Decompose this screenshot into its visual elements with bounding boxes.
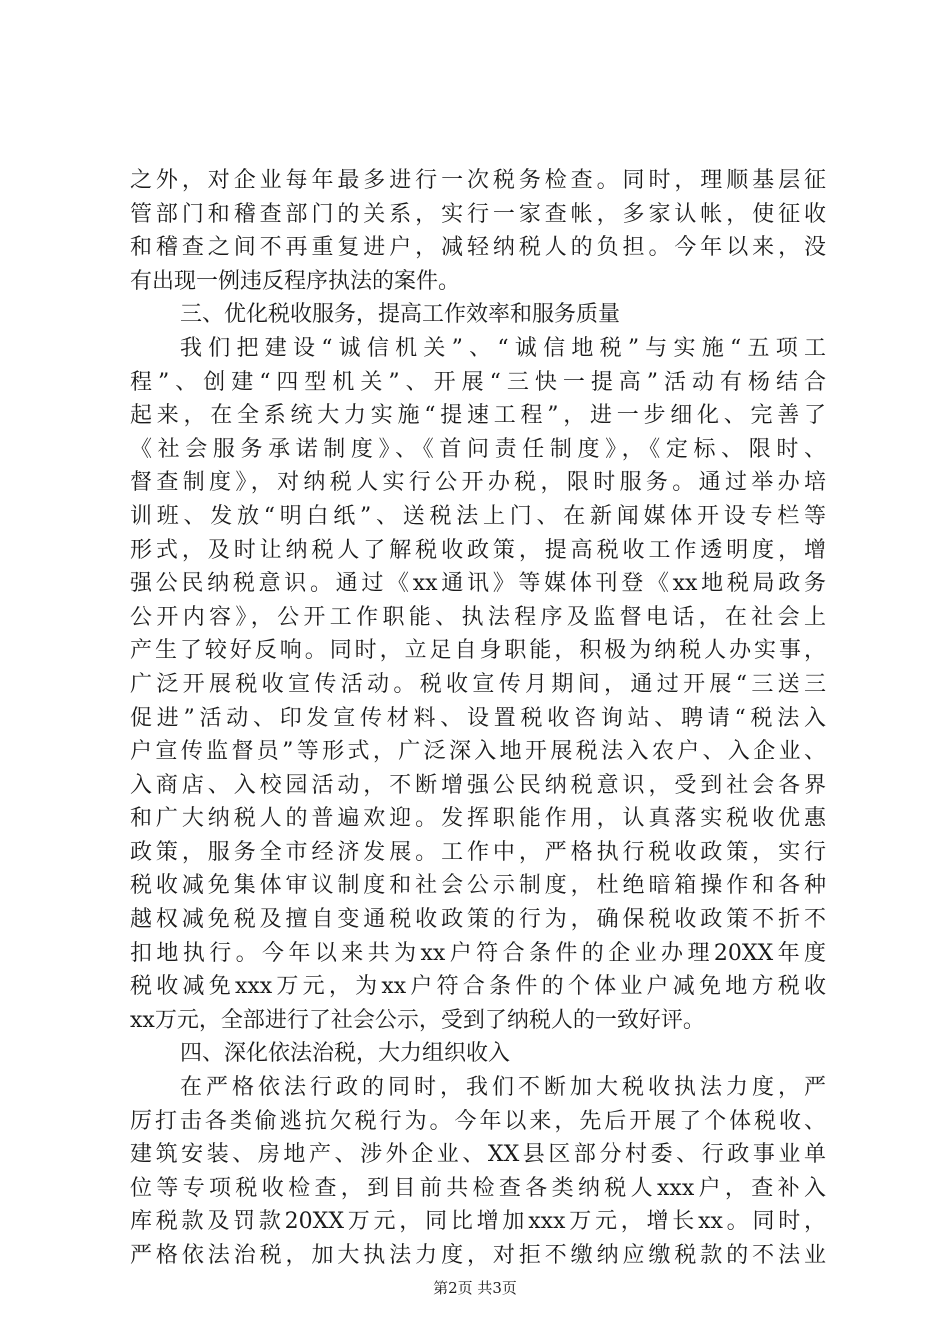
text-line: 位等专项税收检查，到目前共检查各类纳税人xxx户，查补入 bbox=[130, 1175, 826, 1201]
text-line: 强公民纳税意识。通过《xx通讯》等媒体刊登《xx地税局政务 bbox=[130, 571, 826, 597]
text-line: 有出现一例违反程序执法的案件。 bbox=[130, 268, 461, 294]
document-body bbox=[130, 164, 826, 1273]
text-line: 建筑安装、房地产、涉外企业、XX县区部分村委、行政事业单 bbox=[130, 1142, 826, 1168]
text-line: 督查制度》，对纳税人实行公开办税，限时服务。通过举办培 bbox=[130, 470, 826, 496]
text-line: 税收减免集体审议制度和社会公示制度，杜绝暗箱操作和各种 bbox=[130, 873, 826, 899]
text-line: 和广大纳税人的普遍欢迎。发挥职能作用，认真落实税收优惠 bbox=[130, 806, 826, 832]
text-line: 管部门和稽查部门的关系，实行一家查帐，多家认帐，使征收 bbox=[130, 201, 826, 227]
text-line: 在严格依法行政的同时，我们不断加大税收执法力度，严 bbox=[180, 1075, 826, 1101]
text-line: 程”、创建“四型机关”、开展“三快一提高”活动有杨结合 bbox=[130, 369, 826, 395]
text-line: 库税款及罚款20XX万元，同比增加xxx万元，增长xx。同时， bbox=[130, 1209, 826, 1235]
text-line: 厉打击各类偷逃抗欠税行为。今年以来，先后开展了个体税收、 bbox=[130, 1108, 826, 1134]
text-line: 扣地执行。今年以来共为xx户符合条件的企业办理20XX年度 bbox=[130, 940, 826, 966]
text-line: 产生了较好反响。同时，立足自身职能，积极为纳税人办实事， bbox=[130, 638, 826, 664]
text-line: 户宣传监督员”等形式，广泛深入地开展税法入农户、入企业、 bbox=[130, 739, 826, 765]
text-line: 我们把建设“诚信机关”、“诚信地税”与实施“五项工 bbox=[180, 335, 826, 361]
text-line: 越权减免税及擅自变通税收政策的行为，确保税收政策不折不 bbox=[130, 907, 826, 933]
section-heading: 三、优化税收服务，提高工作效率和服务质量 bbox=[180, 302, 621, 328]
text-line: 政策，服务全市经济发展。工作中，严格执行税收政策，实行 bbox=[130, 839, 826, 865]
text-line: 公开内容》，公开工作职能、执法程序及监督电话，在社会上 bbox=[130, 604, 826, 630]
text-line: 《社会服务承诺制度》、《首问责任制度》，《定标、限时、 bbox=[130, 436, 826, 462]
text-line: 入商店、入校园活动，不断增强公民纳税意识，受到社会各界 bbox=[130, 772, 826, 798]
text-line: 形式，及时让纳税人了解税收政策，提高税收工作透明度，增 bbox=[130, 537, 826, 563]
text-line: 严格依法治税，加大执法力度，对拒不缴纳应缴税款的不法业 bbox=[130, 1243, 826, 1268]
text-line: 促进”活动、印发宣传材料、设置税收咨询站、聘请“税法入 bbox=[130, 705, 826, 731]
text-line: 之外，对企业每年最多进行一次税务检查。同时，理顺基层征 bbox=[130, 168, 826, 193]
text-line: 广泛开展税收宣传活动。税收宣传月期间，通过开展“三送三 bbox=[130, 671, 826, 697]
text-line: 训班、发放“明白纸”、送税法上门、在新闻媒体开设专栏等 bbox=[130, 503, 826, 529]
text-line: 起来，在全系统大力实施“提速工程”，进一步细化、完善了 bbox=[130, 403, 826, 429]
text-line: xx万元，全部进行了社会公示，受到了纳税人的一致好评。 bbox=[130, 1007, 705, 1033]
page-number-footer: 第2页 共3页 bbox=[433, 1279, 517, 1297]
text-line: 税收减免xxx万元，为xx户符合条件的个体业户减免地方税收 bbox=[130, 974, 826, 1000]
section-heading: 四、深化依法治税，大力组织收入 bbox=[180, 1041, 511, 1067]
text-line: 和稽查之间不再重复进户，减轻纳税人的负担。今年以来，没 bbox=[130, 235, 826, 261]
